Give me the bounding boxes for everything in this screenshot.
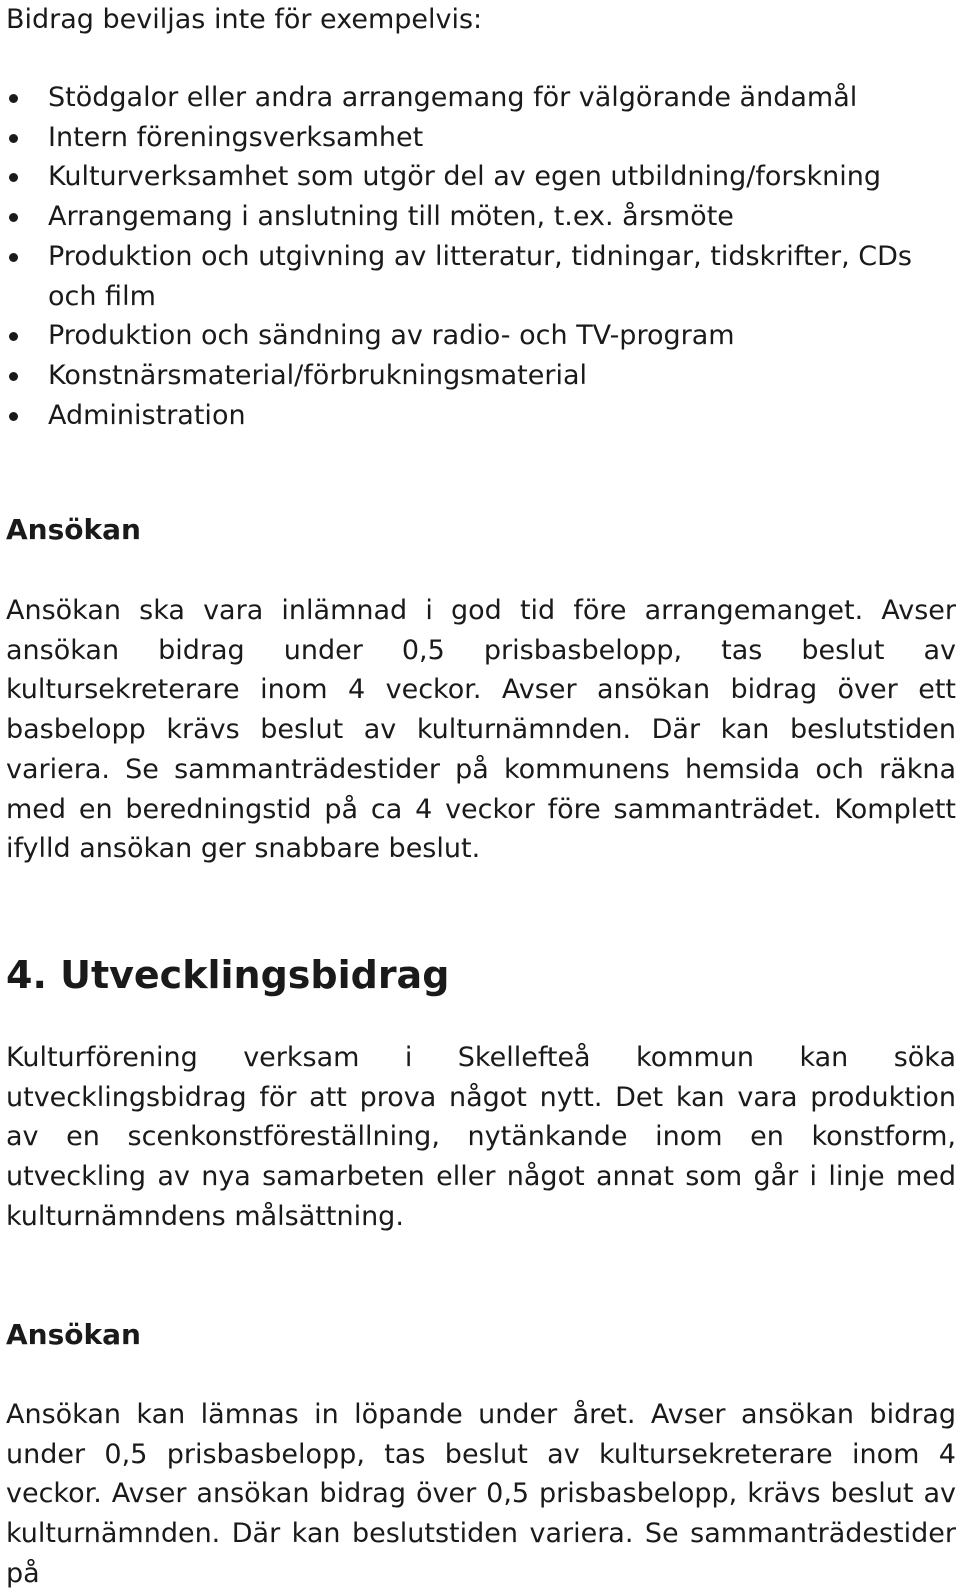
list-item-text: Intern föreningsverksamhet (48, 121, 424, 153)
list-item-text: Kulturverksamhet som utgör del av egen utbildning/forskning (48, 161, 882, 193)
list-item (6, 78, 956, 118)
bullet-icon (9, 332, 18, 341)
list-item (6, 118, 956, 158)
bullet-icon (9, 134, 18, 143)
list-item (6, 356, 956, 396)
list-item-text: Produktion och sändning av radio- och TV-program (48, 320, 735, 352)
list-item-text: Arrangemang i anslutning till möten, t.ex. årsmöte (48, 201, 734, 233)
section-heading-ansokan-2: Ansökan (6, 1318, 141, 1351)
section-heading-ansokan-1: Ansökan (6, 513, 141, 546)
section-paragraph-ansokan-1: Ansökan ska vara inlämnad i god tid före arrangemanget. Avser ansökan bidrag under 0,5 prisbasbelopp, tas beslut av kultursekreterare inom 4 veckor. Avser ansökan bidrag över ett basbelopp krävs beslut av kulturnämnden. Där kan beslutstiden variera. Se sammanträdestider på kommunens hemsida och räkna med en beredningstid på ca 4 veckor före sammanträdet. Komplett ifylld ansökan ger snabbare beslut. (6, 595, 956, 865)
list-item-text: Stödgalor eller andra arrangemang för välgörande ändamål (48, 82, 858, 113)
bullet-icon (9, 213, 18, 222)
list-item (6, 157, 956, 197)
section-paragraph-ansokan-2: Ansökan kan lämnas in löpande under året. Avser ansökan bidrag under 0,5 prisbasbelopp, tas beslut av kultursekreterare inom 4 veckor. Avser ansökan bidrag över 0,5 prisbasbelopp, krävs beslut av kulturnämnden. Där kan beslutstiden variera. Se sammanträdestider på (6, 1399, 956, 1589)
bullet-icon (9, 173, 18, 182)
list-item (6, 237, 956, 316)
section-heading-utvecklingsbidrag: 4. Utvecklingsbidrag (6, 953, 450, 997)
list-item (6, 396, 956, 436)
bullet-icon (9, 372, 18, 381)
intro-text: Bidrag beviljas inte för exempelvis: (6, 4, 483, 35)
bullet-icon (9, 412, 18, 421)
bullet-icon (9, 94, 18, 103)
exclusion-list (6, 78, 956, 435)
list-item (6, 316, 956, 356)
list-item-text: Konstnärsmaterial/förbrukningsmaterial (48, 359, 587, 391)
section-paragraph-utvecklingsbidrag: Kulturförening verksam i Skellefteå kommun kan söka utvecklingsbidrag för att prova något nytt. Det kan vara produktion av en scenkonstföreställning, nytänkande inom en konstform, utveckling av nya samarbeten eller något annat som går i linje med kulturnämndens målsättning. (6, 1042, 956, 1232)
list-item-text: Produktion och utgivning av litteratur, tidningar, tidskrifter, CDs och film (48, 240, 912, 312)
list-item-text: Administration (48, 399, 246, 431)
list-item (6, 197, 956, 237)
bullet-icon (9, 253, 18, 262)
